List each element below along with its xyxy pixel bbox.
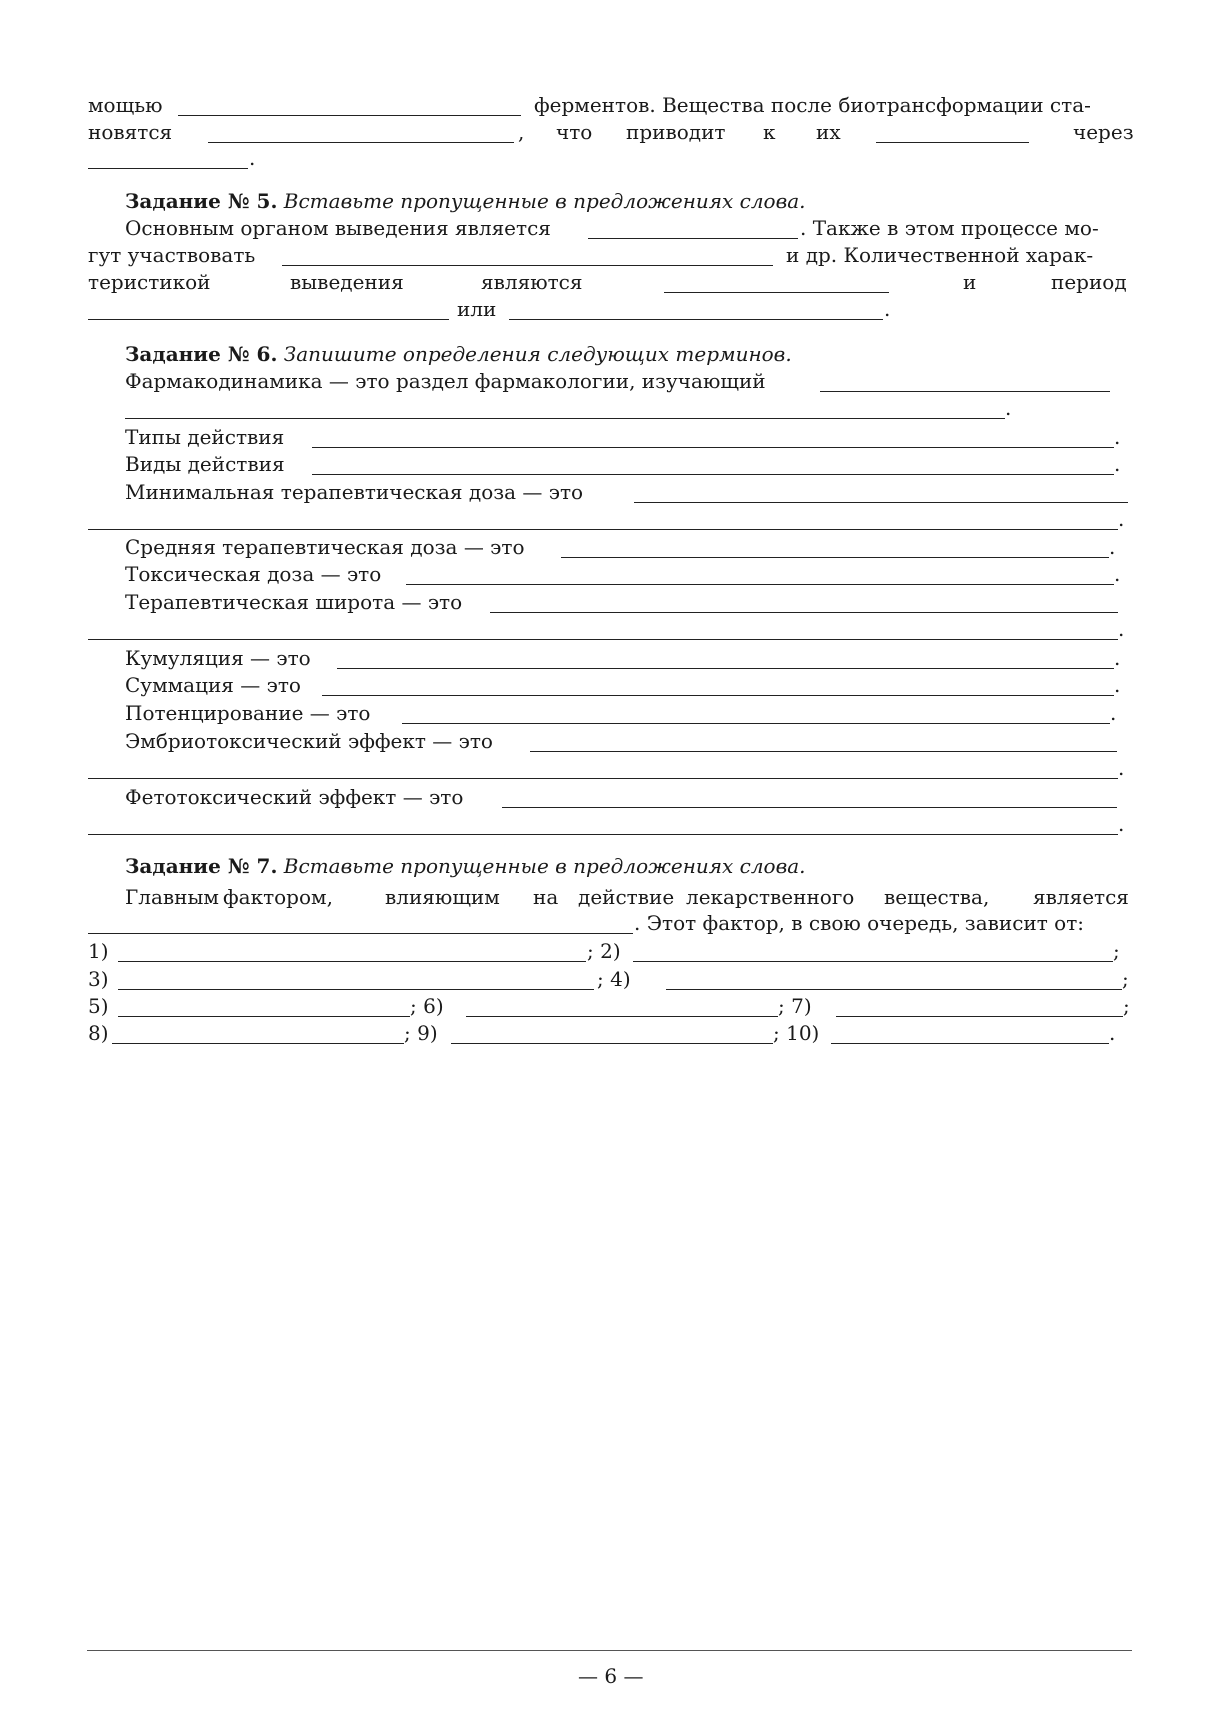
task-5-text: Основным органом выведения является (125, 216, 551, 240)
term-embryotoxic: Эмбриотоксический эффект — это (125, 729, 493, 753)
intro-text: что (556, 120, 593, 144)
blank-line[interactable] (208, 142, 514, 143)
term-toxic-dose: Токсическая доза — это (125, 562, 382, 586)
semicolon: ; (1123, 994, 1130, 1018)
footer-divider (87, 1650, 1132, 1651)
item-number: 3) (88, 967, 109, 991)
intro-text: . (249, 146, 256, 170)
item-number: ; 9) (404, 1021, 438, 1045)
task-5-text: гут участвовать (88, 243, 256, 267)
blank-line[interactable] (490, 612, 1118, 613)
blank-line[interactable] (88, 639, 1118, 640)
task-5-text: . (884, 297, 891, 321)
blank-line[interactable] (125, 418, 1005, 419)
blank-line[interactable] (666, 989, 1122, 990)
page-number: — 6 — (578, 1664, 644, 1688)
task-6-heading (125, 341, 792, 367)
task-5-text: и др. Количественной харак- (786, 243, 1094, 267)
blank-line[interactable] (451, 1043, 773, 1044)
task-5-text: или (457, 297, 497, 321)
task-5-text: теристикой (88, 270, 211, 294)
period: . (1005, 396, 1012, 420)
blank-line[interactable] (322, 695, 1114, 696)
task-7-text: фактором, (223, 885, 333, 909)
period: . (1110, 701, 1117, 725)
blank-line[interactable] (831, 1043, 1109, 1044)
blank-line[interactable] (509, 319, 883, 320)
task-7-text: влияющим (385, 885, 500, 909)
semicolon: ; (1113, 939, 1120, 963)
task-label: Задание № 6. (125, 342, 278, 366)
term-potentiation: Потенцирование — это (125, 701, 371, 725)
task-7-text: на (533, 885, 559, 909)
blank-line[interactable] (561, 557, 1109, 558)
task-7-text: вещества, (884, 885, 990, 909)
task-7-text: является (1033, 885, 1129, 909)
intro-text: через (1073, 120, 1134, 144)
blank-line[interactable] (178, 115, 521, 116)
task-5-text: и (963, 270, 977, 294)
term-kinds: Виды действия (125, 452, 285, 476)
period: . (1118, 812, 1125, 836)
blank-line[interactable] (88, 933, 633, 934)
blank-line[interactable] (836, 1016, 1123, 1017)
blank-line[interactable] (312, 474, 1114, 475)
period: . (1114, 425, 1121, 449)
intro-text: новятся (88, 120, 173, 144)
period: . (1118, 617, 1125, 641)
blank-line[interactable] (282, 265, 773, 266)
task-7-text: . Этот фактор, в свою очередь, зависит от: (634, 911, 1085, 935)
item-number: ; 6) (410, 994, 444, 1018)
item-number: ; 2) (587, 939, 621, 963)
blank-line[interactable] (88, 319, 449, 320)
task-label: Задание № 7. (125, 854, 278, 878)
blank-line[interactable] (402, 723, 1110, 724)
blank-line[interactable] (406, 584, 1114, 585)
blank-line[interactable] (88, 778, 1118, 779)
blank-line[interactable] (312, 447, 1114, 448)
period: . (1114, 646, 1121, 670)
task-instruction: Вставьте пропущенные в предложениях слова. (283, 854, 806, 878)
period: . (1114, 562, 1121, 586)
item-number: ; 7) (778, 994, 812, 1018)
blank-line[interactable] (118, 1016, 410, 1017)
item-number: 8) (88, 1021, 109, 1045)
term-types: Типы действия (125, 425, 285, 449)
period: . (1118, 507, 1125, 531)
intro-text: мощью (88, 93, 163, 117)
blank-line[interactable] (88, 168, 248, 169)
task-5-text: период (1051, 270, 1127, 294)
task-label: Задание № 5. (125, 189, 278, 213)
blank-line[interactable] (88, 529, 1118, 530)
task-5-text: . Также в этом процессе мо- (800, 216, 1099, 240)
intro-text: , (518, 120, 525, 144)
blank-line[interactable] (820, 391, 1110, 392)
blank-line[interactable] (118, 961, 586, 962)
blank-line[interactable] (502, 807, 1117, 808)
task-7-text: лекарственного (686, 885, 855, 909)
blank-line[interactable] (112, 1043, 404, 1044)
intro-text: к (763, 120, 776, 144)
blank-line[interactable] (876, 142, 1029, 143)
task-7-heading (125, 853, 806, 879)
blank-line[interactable] (633, 961, 1113, 962)
item-number: 5) (88, 994, 109, 1018)
intro-text: их (816, 120, 841, 144)
task-5-heading (125, 188, 806, 214)
period: . (1109, 535, 1116, 559)
blank-line[interactable] (634, 502, 1128, 503)
term-min-dose: Минимальная терапевтическая доза — это (125, 480, 584, 504)
blank-line[interactable] (88, 834, 1118, 835)
period: . (1109, 1021, 1116, 1045)
item-number: ; 10) (773, 1021, 820, 1045)
task-5-text: выведения (290, 270, 404, 294)
term-therapeutic-width: Терапевтическая широта — это (125, 590, 463, 614)
term-avg-dose: Средняя терапевтическая доза — это (125, 535, 525, 559)
period: . (1114, 452, 1121, 476)
term-pharmacodynamics: Фармакодинамика — это раздел фармакологии, изучающий (125, 369, 766, 393)
semicolon: ; (1122, 967, 1129, 991)
blank-line[interactable] (466, 1016, 778, 1017)
blank-line[interactable] (337, 668, 1114, 669)
blank-line[interactable] (118, 989, 594, 990)
task-7-text: действие (578, 885, 675, 909)
task-7-text: Главным (125, 885, 219, 909)
item-number: ; 4) (597, 967, 631, 991)
task-5-text: являются (481, 270, 583, 294)
period: . (1118, 756, 1125, 780)
term-summation: Суммация — это (125, 673, 301, 697)
blank-line[interactable] (530, 751, 1117, 752)
blank-line[interactable] (588, 238, 798, 239)
term-fetotoxic: Фетотоксический эффект — это (125, 785, 464, 809)
intro-text: приводит (626, 120, 726, 144)
task-instruction: Вставьте пропущенные в предложениях слова. (283, 189, 806, 213)
blank-line[interactable] (664, 292, 889, 293)
task-instruction: Запишите определения следующих терминов. (283, 342, 792, 366)
period: . (1114, 673, 1121, 697)
item-number: 1) (88, 939, 109, 963)
term-cumulation: Кумуляция — это (125, 646, 311, 670)
intro-text: ферментов. Вещества после биотрансформации ста- (534, 93, 1091, 117)
